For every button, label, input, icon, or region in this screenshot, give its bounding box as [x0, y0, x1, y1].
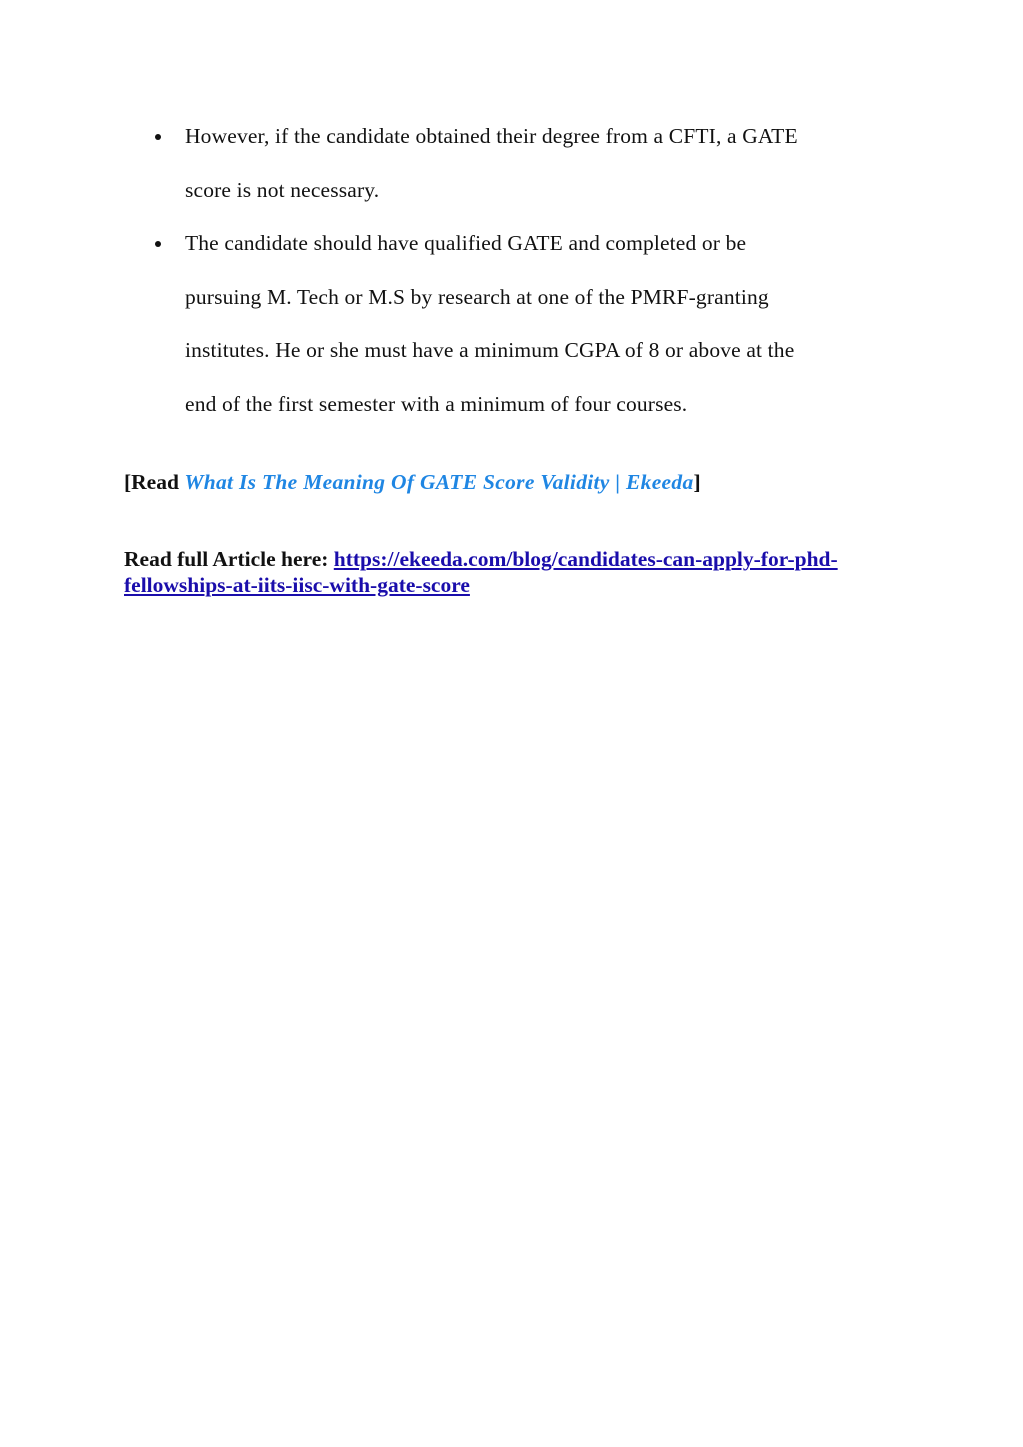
bullet-item-gate-qualified: [152, 217, 892, 431]
bullet-item-cfti: [152, 110, 892, 217]
eligibility-bullet-list: [152, 110, 892, 431]
article-url-line-1: https://ekeeda.com/blog/candidates-can-apply-for-phd-: [333, 547, 838, 571]
full-article-line: [124, 546, 904, 598]
bullet-dot-icon: [155, 241, 161, 247]
bullet-line: end of the first semester with a minimum of four courses.: [185, 391, 688, 416]
read-more-suffix: ]: [693, 470, 701, 494]
article-url-line-2: fellowships-at-iits-iisc-with-gate-score: [124, 573, 470, 597]
full-article-label: Read full Article here:: [124, 547, 334, 571]
bullet-line: score is not necessary.: [185, 177, 380, 202]
bullet-line: The candidate should have qualified GATE and completed or be: [185, 231, 747, 255]
bullet-line: institutes. He or she must have a minimum CGPA of 8 or above at the: [185, 338, 795, 362]
read-more-prefix: [Read: [124, 470, 185, 494]
bullet-line: pursuing M. Tech or M.S by research at one of the PMRF-granting: [185, 284, 769, 309]
read-more-line: [124, 466, 904, 498]
bullet-dot-icon: [155, 134, 161, 140]
bullet-line: However, if the candidate obtained their degree from a CFTI, a GATE: [185, 124, 798, 148]
read-more-link[interactable]: What Is The Meaning Of GATE Score Validity | Ekeeda: [184, 470, 694, 494]
